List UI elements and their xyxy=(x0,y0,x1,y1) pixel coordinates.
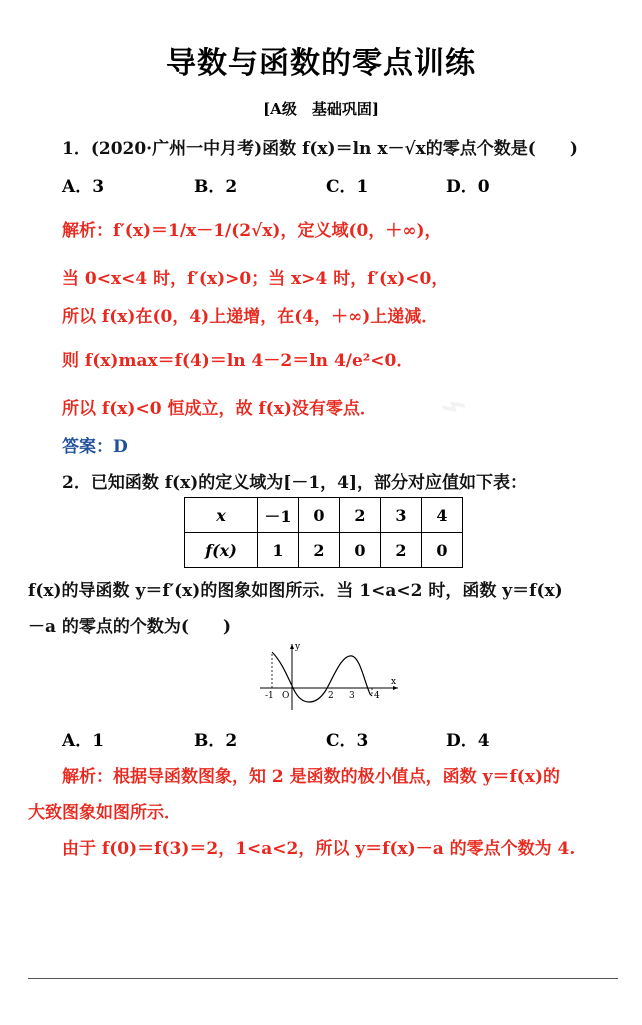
q1-solution-line-1: 解析：f′(x)＝1/x－1/(2√x)，定义域(0，＋∞)， xyxy=(62,221,442,241)
q1-option-b: B．2 xyxy=(194,177,238,197)
y-axis-arrow-icon xyxy=(290,644,294,649)
q1-solution-line-4: 则 f(x)max＝f(4)＝ln 4－2＝ln 4/e²<0． xyxy=(62,351,414,371)
q1-option-d: D．0 xyxy=(446,177,490,197)
section-heading: [A级 基础巩固] xyxy=(263,100,379,118)
table-cell: 1 xyxy=(258,533,299,568)
watermark: ⌁ xyxy=(432,377,475,434)
derivative-graph xyxy=(252,640,402,712)
table-row xyxy=(185,533,463,568)
tick-label-neg1: -1 xyxy=(265,691,274,701)
q1-answer: 答案：D xyxy=(62,437,128,457)
table-cell: 0 xyxy=(299,498,340,533)
table-cell: 2 xyxy=(340,498,381,533)
table-cell: 2 xyxy=(299,533,340,568)
table-cell: 2 xyxy=(381,533,422,568)
q2-stem-2: f(x)的导函数 y＝f′(x)的图象如图所示．当 1<a<2 时，函数 y＝f(x) xyxy=(28,581,563,601)
q1-option-c: C．1 xyxy=(326,177,369,197)
footer-divider xyxy=(28,978,618,979)
table-cell: f(x) xyxy=(185,533,258,568)
q2-solution-line-2: 大致图象如图所示． xyxy=(28,803,181,823)
q1-option-a: A．3 xyxy=(62,177,105,197)
x-label: x xyxy=(391,677,397,687)
table-cell: x xyxy=(185,498,258,533)
value-table xyxy=(184,497,463,568)
q2-stem-3: －a 的零点的个数为( ) xyxy=(28,617,232,637)
q1-stem: 1．(2020·广州一中月考)函数 f(x)＝ln x－√x的零点个数是( ) xyxy=(62,139,578,159)
q1-solution-line-5: 所以 f(x)<0 恒成立，故 f(x)没有零点． xyxy=(62,399,377,419)
q1-solution-line-2: 当 0<x<4 时，f′(x)>0；当 x>4 时，f′(x)<0， xyxy=(62,269,449,289)
y-label: y xyxy=(295,642,301,652)
q2-solution-line-1: 解析：根据导函数图象，知 2 是函数的极小值点，函数 y＝f(x)的 xyxy=(62,767,560,787)
table-cell: 0 xyxy=(340,533,381,568)
page-title: 导数与函数的零点训练 xyxy=(166,46,476,81)
q2-solution-line-3: 由于 f(0)＝f(3)＝2，1<a<2，所以 y＝f(x)－a 的零点个数为 4. xyxy=(62,839,576,859)
origin-label: O xyxy=(282,691,290,701)
q2-option-a: A．1 xyxy=(62,731,105,751)
q2-option-d: D．4 xyxy=(446,731,490,751)
q1-solution-line-3: 所以 f(x)在(0，4)上递增，在(4，＋∞)上递减． xyxy=(62,307,439,327)
table-cell: 3 xyxy=(381,498,422,533)
tick-label-2: 2 xyxy=(328,691,334,701)
table-row xyxy=(185,498,463,533)
q2-stem: 2．已知函数 f(x)的定义域为[－1，4]，部分对应值如下表： xyxy=(62,473,528,493)
tick-label-3: 3 xyxy=(349,691,355,701)
q2-option-b: B．2 xyxy=(194,731,238,751)
table-cell: 0 xyxy=(422,533,463,568)
q2-option-c: C．3 xyxy=(326,731,369,751)
table-cell: －1 xyxy=(258,498,299,533)
table-cell: 4 xyxy=(422,498,463,533)
tick-label-4: 4 xyxy=(374,691,380,701)
